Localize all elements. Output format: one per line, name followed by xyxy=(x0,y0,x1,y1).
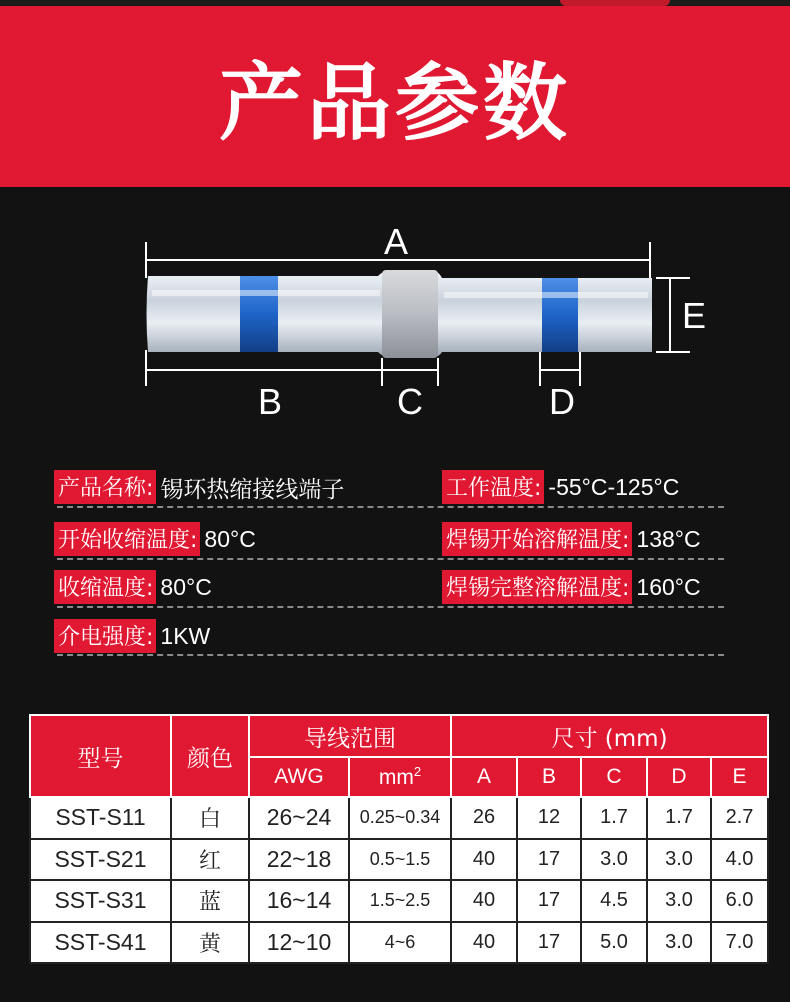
product-diagram xyxy=(0,200,790,440)
spec-shrink-start-temp xyxy=(54,522,256,556)
spec-label: 产品名称: xyxy=(54,470,156,504)
dim-label-d: D xyxy=(549,381,575,422)
table-header-row xyxy=(30,715,768,757)
sleeve-highlight-right xyxy=(444,292,648,298)
seal-band-left xyxy=(240,276,278,352)
cell-mm2: 0.5~1.5 xyxy=(349,839,451,881)
dim-label-e: E xyxy=(681,295,707,336)
title-banner xyxy=(0,6,790,187)
cell-d: 3.0 xyxy=(647,880,711,922)
cell-e: 6.0 xyxy=(711,880,768,922)
header-a: A xyxy=(451,757,517,797)
cell-awg: 26~24 xyxy=(249,797,349,839)
cell-d: 3.0 xyxy=(647,922,711,964)
cell-color: 黄 xyxy=(171,922,249,964)
cell-d: 1.7 xyxy=(647,797,711,839)
spec-label: 介电强度: xyxy=(54,619,156,653)
spec-value: 160°C xyxy=(636,573,701,600)
cell-c: 3.0 xyxy=(581,839,647,881)
spec-value: 138°C xyxy=(636,525,701,552)
cell-b: 12 xyxy=(517,797,581,839)
header-mm2-text: mm xyxy=(378,766,414,789)
cell-a: 40 xyxy=(451,922,517,964)
cell-e: 2.7 xyxy=(711,797,768,839)
divider xyxy=(57,654,724,656)
cell-a: 40 xyxy=(451,880,517,922)
cell-c: 1.7 xyxy=(581,797,647,839)
cell-model: SST-S41 xyxy=(30,922,171,964)
header-d: D xyxy=(647,757,711,797)
spec-working-temp xyxy=(442,470,679,504)
cell-awg: 16~14 xyxy=(249,880,349,922)
dim-label-c: C xyxy=(397,381,423,422)
page-title: 产品参数 xyxy=(218,54,571,152)
dim-label-a: A xyxy=(383,221,409,262)
cell-mm2: 1.5~2.5 xyxy=(349,880,451,922)
cell-a: 40 xyxy=(451,839,517,881)
spec-label: 开始收缩温度: xyxy=(54,522,200,556)
spec-dielectric-strength xyxy=(54,619,210,653)
cell-mm2: 4~6 xyxy=(349,922,451,964)
spec-solder-melt-full xyxy=(442,570,701,604)
cell-b: 17 xyxy=(517,922,581,964)
cell-b: 17 xyxy=(517,880,581,922)
spec-value: 80°C xyxy=(204,525,256,552)
cell-color: 蓝 xyxy=(171,880,249,922)
spec-value: 锡环热缩接线端子 xyxy=(160,475,345,502)
cell-model: SST-S11 xyxy=(30,797,171,839)
cell-e: 7.0 xyxy=(711,922,768,964)
spec-shrink-temp xyxy=(54,570,212,604)
spec-value: 80°C xyxy=(160,573,212,600)
header-wire-range: 导线范围 xyxy=(249,715,451,757)
cell-model: SST-S21 xyxy=(30,839,171,881)
table-row xyxy=(30,797,768,839)
connector-illustration xyxy=(0,200,790,440)
cell-awg: 22~18 xyxy=(249,839,349,881)
table-row xyxy=(30,922,768,964)
spec-label: 工作温度: xyxy=(442,470,544,504)
cell-mm2: 0.25~0.34 xyxy=(349,797,451,839)
header-b: B xyxy=(517,757,581,797)
solder-ring xyxy=(382,270,438,358)
cell-e: 4.0 xyxy=(711,839,768,881)
divider xyxy=(57,558,724,560)
cell-a: 26 xyxy=(451,797,517,839)
cell-b: 17 xyxy=(517,839,581,881)
divider xyxy=(57,506,724,508)
sleeve-highlight-left xyxy=(152,290,380,296)
header-color: 颜色 xyxy=(171,715,249,797)
dim-label-b: B xyxy=(257,381,283,422)
spec-product-name xyxy=(54,470,344,504)
cell-color: 白 xyxy=(171,797,249,839)
spec-table xyxy=(29,714,769,964)
table-row xyxy=(30,839,768,881)
cell-color: 红 xyxy=(171,839,249,881)
header-size: 尺寸 (mm) xyxy=(451,715,768,757)
spec-label: 焊锡开始溶解温度: xyxy=(442,522,632,556)
table-row xyxy=(30,880,768,922)
spec-value: 1KW xyxy=(160,622,211,649)
cell-awg: 12~10 xyxy=(249,922,349,964)
spec-label: 焊锡完整溶解温度: xyxy=(442,570,632,604)
seal-band-right xyxy=(542,278,578,352)
divider xyxy=(57,606,724,608)
header-c: C xyxy=(581,757,647,797)
header-mm2 xyxy=(349,757,451,797)
header-mm2-sup: 2 xyxy=(413,764,422,779)
spec-solder-melt-start xyxy=(442,522,701,556)
spec-label: 收缩温度: xyxy=(54,570,156,604)
cell-c: 5.0 xyxy=(581,922,647,964)
header-model: 型号 xyxy=(30,715,171,797)
cell-c: 4.5 xyxy=(581,880,647,922)
cell-model: SST-S31 xyxy=(30,880,171,922)
header-e: E xyxy=(711,757,768,797)
spec-value: -55°C-125°C xyxy=(548,473,680,500)
cell-d: 3.0 xyxy=(647,839,711,881)
header-awg: AWG xyxy=(249,757,349,797)
